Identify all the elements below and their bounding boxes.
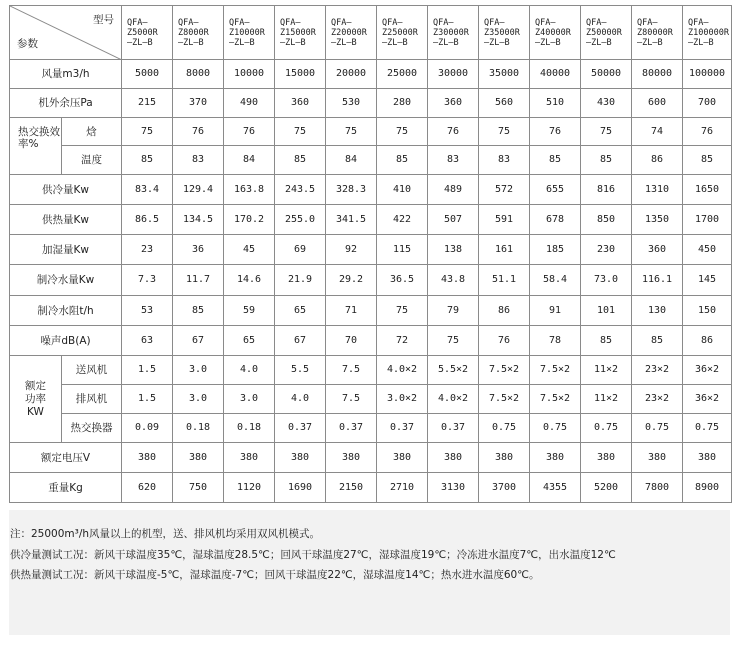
group-label-text: 热交换效率% — [18, 126, 60, 150]
value-cell: 1700 — [683, 205, 732, 235]
group-label-efficiency — [10, 118, 62, 175]
value-cell: 620 — [122, 473, 173, 503]
value-cell: 161 — [479, 235, 530, 265]
value-cell: 20000 — [326, 60, 377, 89]
value-cell: 3.0×2 — [377, 385, 428, 414]
value-cell: 116.1 — [632, 265, 683, 296]
value-cell: 816 — [581, 175, 632, 205]
value-cell: 85 — [530, 146, 581, 175]
value-cell: 243.5 — [275, 175, 326, 205]
value-cell: 75 — [428, 326, 479, 356]
value-cell: 4.0 — [224, 356, 275, 385]
row-rated-voltage — [10, 443, 732, 473]
row-chilled-water — [10, 265, 732, 296]
row-static-pressure — [10, 89, 732, 118]
value-cell: 360 — [632, 235, 683, 265]
value-cell: 83 — [173, 146, 224, 175]
value-cell: 85 — [122, 146, 173, 175]
value-cell: 5000 — [122, 60, 173, 89]
value-cell: 51.1 — [479, 265, 530, 296]
model-name-line: Z8000R — [178, 27, 209, 38]
model-name-line: QFA— — [688, 17, 709, 28]
value-cell: 450 — [683, 235, 732, 265]
value-cell: 560 — [479, 89, 530, 118]
value-cell: 23×2 — [632, 385, 683, 414]
value-cell: 59 — [224, 296, 275, 326]
model-header — [275, 6, 326, 60]
row-label: 供冷量Kw — [10, 175, 122, 205]
value-cell: 1.5 — [122, 356, 173, 385]
row-power-exhaust-fan — [10, 385, 732, 414]
value-cell: 163.8 — [224, 175, 275, 205]
row-label: 风量m3/h — [10, 60, 122, 89]
model-name-line: —ZL—B — [382, 37, 408, 48]
model-name-line: —ZL—B — [535, 37, 561, 48]
value-cell: 0.75 — [479, 414, 530, 443]
value-cell: 4.0 — [275, 385, 326, 414]
value-cell: 328.3 — [326, 175, 377, 205]
row-noise — [10, 326, 732, 356]
value-cell: 30000 — [428, 60, 479, 89]
value-cell: 85 — [275, 146, 326, 175]
value-cell: 75 — [275, 118, 326, 146]
value-cell: 75 — [479, 118, 530, 146]
value-cell: 85 — [632, 326, 683, 356]
corner-param-label: 参数 — [17, 38, 38, 50]
value-cell: 75 — [326, 118, 377, 146]
value-cell: 4.0×2 — [377, 356, 428, 385]
value-cell: 67 — [173, 326, 224, 356]
value-cell: 380 — [377, 443, 428, 473]
value-cell: 1650 — [683, 175, 732, 205]
value-cell: 380 — [683, 443, 732, 473]
model-header — [224, 6, 275, 60]
value-cell: 7.5 — [326, 356, 377, 385]
value-cell: 76 — [530, 118, 581, 146]
value-cell: 36×2 — [683, 385, 732, 414]
model-name-line: QFA— — [382, 17, 403, 28]
value-cell: 380 — [122, 443, 173, 473]
value-cell: 507 — [428, 205, 479, 235]
value-cell: 14.6 — [224, 265, 275, 296]
value-cell: 600 — [632, 89, 683, 118]
value-cell: 65 — [275, 296, 326, 326]
value-cell: 185 — [530, 235, 581, 265]
value-cell: 75 — [122, 118, 173, 146]
model-name-line: —ZL—B — [127, 37, 153, 48]
value-cell: 15000 — [275, 60, 326, 89]
model-name-line: —ZL—B — [586, 37, 612, 48]
group-label-line: 功率 — [25, 392, 46, 405]
value-cell: 83 — [479, 146, 530, 175]
value-cell: 86 — [632, 146, 683, 175]
spec-table — [9, 5, 732, 503]
value-cell: 70 — [326, 326, 377, 356]
row-humidification — [10, 235, 732, 265]
sub-label-supply-fan: 送风机 — [62, 356, 122, 385]
value-cell: 21.9 — [275, 265, 326, 296]
group-label-rated-power — [10, 356, 62, 443]
value-cell: 92 — [326, 235, 377, 265]
sub-label-exhaust-fan: 排风机 — [62, 385, 122, 414]
value-cell: 138 — [428, 235, 479, 265]
model-name-line: QFA— — [331, 17, 352, 28]
value-cell: 410 — [377, 175, 428, 205]
value-cell: 380 — [479, 443, 530, 473]
row-cooling-capacity — [10, 175, 732, 205]
model-name-line: QFA— — [637, 17, 658, 28]
value-cell: 134.5 — [173, 205, 224, 235]
value-cell: 380 — [173, 443, 224, 473]
value-cell: 591 — [479, 205, 530, 235]
value-cell: 1120 — [224, 473, 275, 503]
row-weight — [10, 473, 732, 503]
value-cell: 850 — [581, 205, 632, 235]
model-name-line: —ZL—B — [688, 37, 714, 48]
value-cell: 25000 — [377, 60, 428, 89]
value-cell: 1310 — [632, 175, 683, 205]
value-cell: 0.18 — [173, 414, 224, 443]
value-cell: 380 — [530, 443, 581, 473]
value-cell: 80000 — [632, 60, 683, 89]
model-name-line: Z40000R — [535, 27, 571, 38]
value-cell: 63 — [122, 326, 173, 356]
value-cell: 71 — [326, 296, 377, 326]
value-cell: 11×2 — [581, 385, 632, 414]
row-label: 重量Kg — [10, 473, 122, 503]
model-name-line: QFA— — [433, 17, 454, 28]
header-row — [10, 6, 732, 60]
model-name-line: Z15000R — [280, 27, 316, 38]
model-header — [122, 6, 173, 60]
value-cell: 3700 — [479, 473, 530, 503]
value-cell: 8900 — [683, 473, 732, 503]
model-header — [683, 6, 732, 60]
row-label: 加湿量Kw — [10, 235, 122, 265]
value-cell: 489 — [428, 175, 479, 205]
value-cell: 530 — [326, 89, 377, 118]
model-name-line: QFA— — [127, 17, 148, 28]
value-cell: 1350 — [632, 205, 683, 235]
value-cell: 76 — [683, 118, 732, 146]
value-cell: 23 — [122, 235, 173, 265]
value-cell: 0.75 — [683, 414, 732, 443]
value-cell: 170.2 — [224, 205, 275, 235]
model-name-line: Z25000R — [382, 27, 418, 38]
model-header — [530, 6, 581, 60]
value-cell: 341.5 — [326, 205, 377, 235]
value-cell: 215 — [122, 89, 173, 118]
value-cell: 0.75 — [581, 414, 632, 443]
value-cell: 86.5 — [122, 205, 173, 235]
model-header — [326, 6, 377, 60]
value-cell: 0.37 — [377, 414, 428, 443]
value-cell: 4355 — [530, 473, 581, 503]
value-cell: 145 — [683, 265, 732, 296]
value-cell: 655 — [530, 175, 581, 205]
value-cell: 45 — [224, 235, 275, 265]
value-cell: 76 — [224, 118, 275, 146]
value-cell: 11×2 — [581, 356, 632, 385]
value-cell: 0.75 — [632, 414, 683, 443]
value-cell: 7.5×2 — [530, 385, 581, 414]
value-cell: 255.0 — [275, 205, 326, 235]
row-label: 制冷水阻t/h — [10, 296, 122, 326]
value-cell: 0.37 — [326, 414, 377, 443]
value-cell: 490 — [224, 89, 275, 118]
model-name-line: —ZL—B — [229, 37, 255, 48]
value-cell: 1.5 — [122, 385, 173, 414]
model-header — [632, 6, 683, 60]
value-cell: 79 — [428, 296, 479, 326]
value-cell: 380 — [581, 443, 632, 473]
value-cell: 40000 — [530, 60, 581, 89]
note-line: 供热量测试工况：新风干球温度-5℃，湿球温度-7℃；回风干球温度22℃，湿球温度14℃；热水进水温度60℃。 — [10, 569, 540, 581]
value-cell: 230 — [581, 235, 632, 265]
value-cell: 23×2 — [632, 356, 683, 385]
value-cell: 2150 — [326, 473, 377, 503]
value-cell: 380 — [632, 443, 683, 473]
value-cell: 380 — [428, 443, 479, 473]
model-name-line: QFA— — [229, 17, 250, 28]
value-cell: 85 — [581, 326, 632, 356]
value-cell: 101 — [581, 296, 632, 326]
value-cell: 370 — [173, 89, 224, 118]
value-cell: 85 — [173, 296, 224, 326]
model-name-line: Z5000R — [127, 27, 158, 38]
value-cell: 430 — [581, 89, 632, 118]
row-label: 噪声dB(A) — [10, 326, 122, 356]
row-label: 制冷水量Kw — [10, 265, 122, 296]
note-line: 注：25000m³/h风量以上的机型，送、排风机均采用双风机模式。 — [10, 528, 321, 540]
value-cell: 0.75 — [530, 414, 581, 443]
model-name-line: —ZL—B — [484, 37, 510, 48]
row-label: 供热量Kw — [10, 205, 122, 235]
sub-label-heat-exchanger: 热交换器 — [62, 414, 122, 443]
value-cell: 84 — [326, 146, 377, 175]
value-cell: 572 — [479, 175, 530, 205]
value-cell: 86 — [479, 296, 530, 326]
value-cell: 78 — [530, 326, 581, 356]
value-cell: 7.5×2 — [530, 356, 581, 385]
value-cell: 67 — [275, 326, 326, 356]
value-cell: 1690 — [275, 473, 326, 503]
value-cell: 84 — [224, 146, 275, 175]
value-cell: 129.4 — [173, 175, 224, 205]
model-header — [479, 6, 530, 60]
model-name-line: QFA— — [586, 17, 607, 28]
value-cell: 53 — [122, 296, 173, 326]
value-cell: 100000 — [683, 60, 732, 89]
value-cell: 75 — [377, 118, 428, 146]
row-heating-capacity — [10, 205, 732, 235]
value-cell: 7.5 — [326, 385, 377, 414]
value-cell: 360 — [428, 89, 479, 118]
row-power-supply-fan — [10, 356, 732, 385]
row-power-heat-exchanger — [10, 414, 732, 443]
value-cell: 36×2 — [683, 356, 732, 385]
value-cell: 3130 — [428, 473, 479, 503]
value-cell: 360 — [275, 89, 326, 118]
model-name-line: QFA— — [280, 17, 301, 28]
value-cell: 86 — [683, 326, 732, 356]
value-cell: 5.5 — [275, 356, 326, 385]
value-cell: 700 — [683, 89, 732, 118]
model-header — [428, 6, 479, 60]
value-cell: 11.7 — [173, 265, 224, 296]
row-chilled-water-resistance — [10, 296, 732, 326]
model-name-line: Z30000R — [433, 27, 469, 38]
value-cell: 76 — [428, 118, 479, 146]
value-cell: 75 — [377, 296, 428, 326]
value-cell: 83 — [428, 146, 479, 175]
value-cell: 0.37 — [428, 414, 479, 443]
value-cell: 85 — [683, 146, 732, 175]
model-name-line: —ZL—B — [433, 37, 459, 48]
model-name-line: —ZL—B — [331, 37, 357, 48]
value-cell: 2710 — [377, 473, 428, 503]
value-cell: 35000 — [479, 60, 530, 89]
value-cell: 4.0×2 — [428, 385, 479, 414]
model-header — [581, 6, 632, 60]
model-name-line: QFA— — [484, 17, 505, 28]
notes-panel — [9, 510, 730, 635]
value-cell: 0.09 — [122, 414, 173, 443]
model-header — [173, 6, 224, 60]
value-cell: 0.37 — [275, 414, 326, 443]
value-cell: 83.4 — [122, 175, 173, 205]
value-cell: 7800 — [632, 473, 683, 503]
row-label: 额定电压V — [10, 443, 122, 473]
value-cell: 76 — [173, 118, 224, 146]
model-name-line: Z100000R — [688, 27, 729, 38]
value-cell: 74 — [632, 118, 683, 146]
model-name-line: Z50000R — [586, 27, 622, 38]
model-name-line: —ZL—B — [637, 37, 663, 48]
value-cell: 58.4 — [530, 265, 581, 296]
model-name-line: QFA— — [178, 17, 199, 28]
model-header — [377, 6, 428, 60]
value-cell: 76 — [479, 326, 530, 356]
note-line: 供冷量测试工况：新风干球温度35℃，湿球温度28.5℃；回风干球温度27℃，湿球温度19℃；冷冻进水温度7℃，出水温度12℃ — [10, 549, 616, 561]
value-cell: 91 — [530, 296, 581, 326]
value-cell: 69 — [275, 235, 326, 265]
value-cell: 29.2 — [326, 265, 377, 296]
model-name-line: Z80000R — [637, 27, 673, 38]
value-cell: 678 — [530, 205, 581, 235]
row-label: 机外余压Pa — [10, 89, 122, 118]
model-name-line: —ZL—B — [280, 37, 306, 48]
value-cell: 10000 — [224, 60, 275, 89]
value-cell: 750 — [173, 473, 224, 503]
model-name-line: Z20000R — [331, 27, 367, 38]
value-cell: 115 — [377, 235, 428, 265]
corner-cell — [10, 6, 122, 60]
value-cell: 380 — [224, 443, 275, 473]
value-cell: 7.5×2 — [479, 356, 530, 385]
group-label-line: KW — [27, 405, 44, 418]
model-name-line: Z35000R — [484, 27, 520, 38]
value-cell: 150 — [683, 296, 732, 326]
value-cell: 5200 — [581, 473, 632, 503]
value-cell: 73.0 — [581, 265, 632, 296]
model-name-line: QFA— — [535, 17, 556, 28]
value-cell: 65 — [224, 326, 275, 356]
value-cell: 75 — [581, 118, 632, 146]
group-label-line: 额定 — [25, 379, 46, 392]
sub-label-enthalpy: 焓 — [62, 118, 122, 146]
value-cell: 0.18 — [224, 414, 275, 443]
value-cell: 380 — [275, 443, 326, 473]
value-cell: 130 — [632, 296, 683, 326]
corner-model-label: 型号 — [93, 14, 114, 26]
value-cell: 5.5×2 — [428, 356, 479, 385]
row-efficiency-enthalpy — [10, 118, 732, 146]
value-cell: 422 — [377, 205, 428, 235]
value-cell: 50000 — [581, 60, 632, 89]
value-cell: 8000 — [173, 60, 224, 89]
value-cell: 85 — [377, 146, 428, 175]
value-cell: 72 — [377, 326, 428, 356]
value-cell: 7.5×2 — [479, 385, 530, 414]
row-efficiency-temperature — [10, 146, 732, 175]
value-cell: 510 — [530, 89, 581, 118]
value-cell: 36 — [173, 235, 224, 265]
row-airflow — [10, 60, 732, 89]
value-cell: 36.5 — [377, 265, 428, 296]
value-cell: 3.0 — [224, 385, 275, 414]
value-cell: 43.8 — [428, 265, 479, 296]
value-cell: 280 — [377, 89, 428, 118]
sub-label-temperature: 温度 — [62, 146, 122, 175]
value-cell: 3.0 — [173, 356, 224, 385]
value-cell: 380 — [326, 443, 377, 473]
model-name-line: Z10000R — [229, 27, 265, 38]
value-cell: 7.3 — [122, 265, 173, 296]
model-name-line: —ZL—B — [178, 37, 204, 48]
value-cell: 85 — [581, 146, 632, 175]
value-cell: 3.0 — [173, 385, 224, 414]
